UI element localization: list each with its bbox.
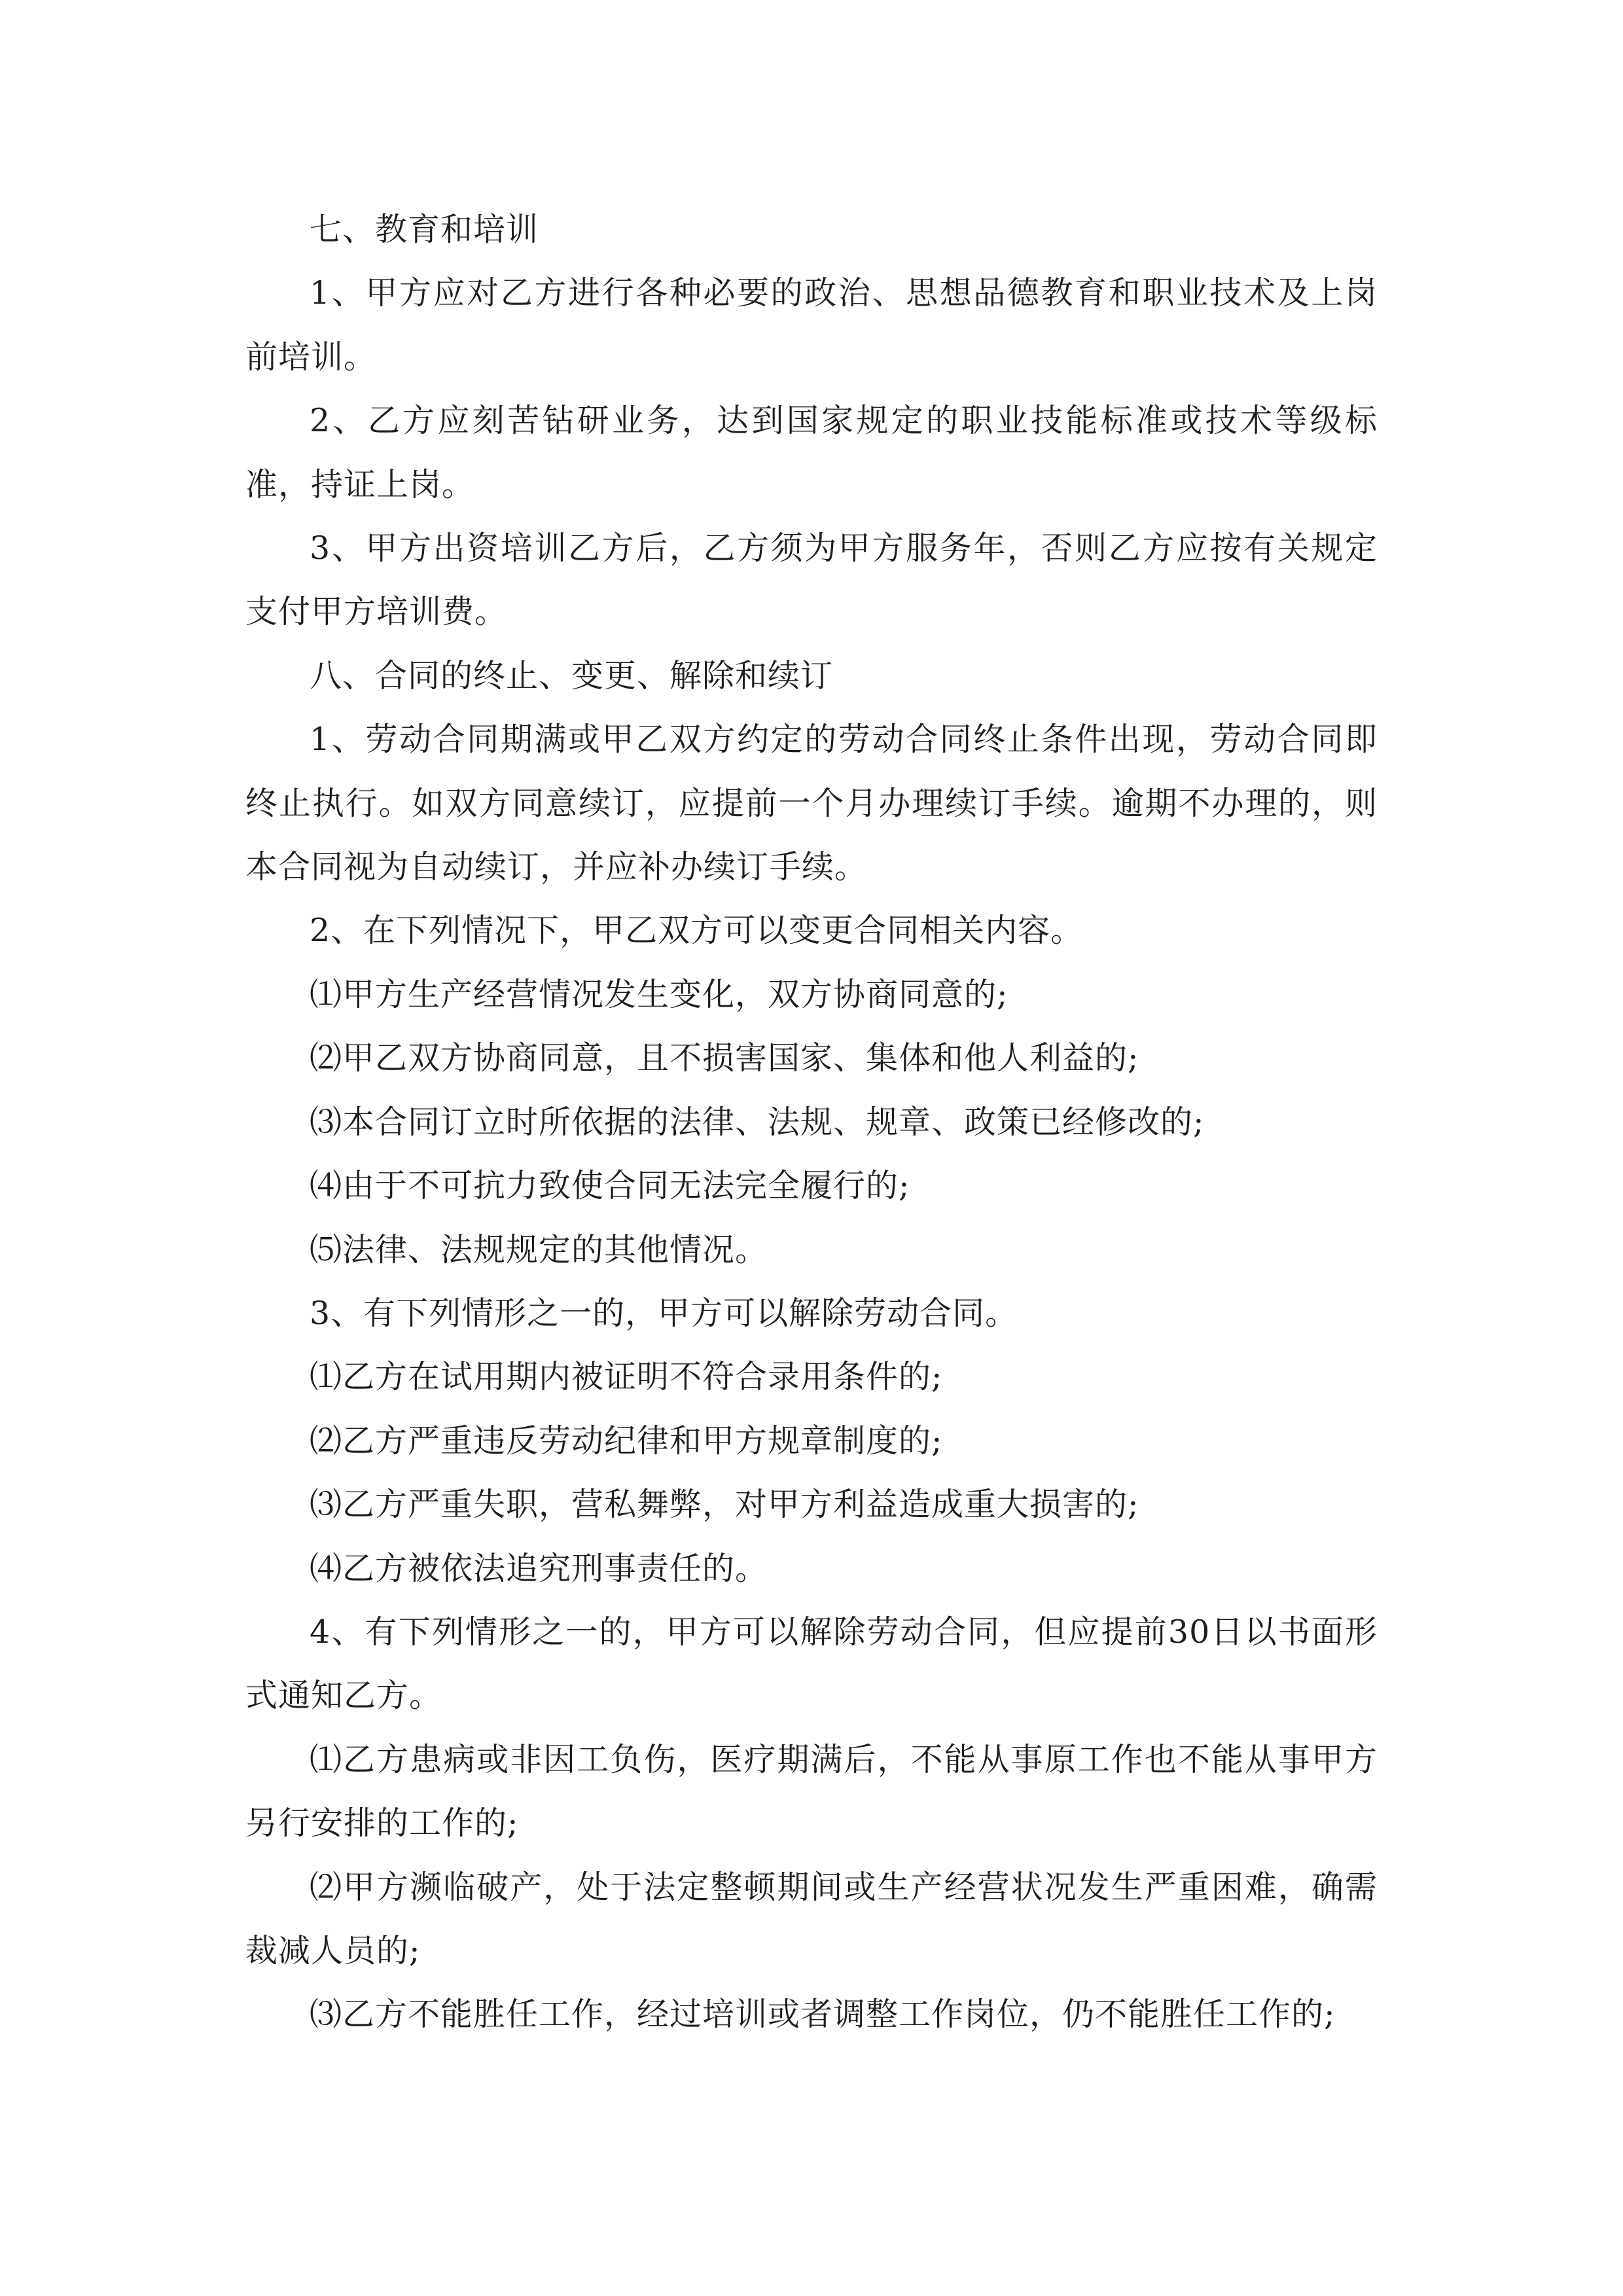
list-item: ⑶乙方不能胜任工作，经过培训或者调整工作岗位，仍不能胜任工作的; <box>310 1996 1336 2034</box>
paragraph: 3、甲方出资培训乙方后，乙方须为甲方服务年，否则乙方应按有关规定支付甲方培训费。 <box>245 529 1378 631</box>
paragraph: 3、有下列情形之一的，甲方可以解除劳动合同。 <box>310 1294 1018 1332</box>
paragraph: 2、在下列情况下，甲乙双方可以变更合同相关内容。 <box>310 912 1084 950</box>
list-item: ⑶本合同订立时所依据的法律、法规、规章、政策已经修改的; <box>310 1103 1205 1141</box>
list-item: ⑴乙方患病或非因工负伤，医疗期满后，不能从事原工作也不能从事甲方另行安排的工作的; <box>245 1740 1378 1842</box>
list-item: ⑸法律、法规规定的其他情况。 <box>310 1230 768 1268</box>
list-item: ⑵乙方严重违反劳动纪律和甲方规章制度的; <box>310 1422 943 1460</box>
list-item: ⑵甲方濒临破产，处于法定整顿期间或生产经营状况发生严重困难，确需裁减人员的; <box>245 1868 1378 1969</box>
paragraph: 2、乙方应刻苦钻研业务，达到国家规定的职业技能标准或技术等级标准，持证上岗。 <box>245 402 1378 503</box>
paragraph: 1、劳动合同期满或甲乙双方约定的劳动合同终止条件出现，劳动合同即终止执行。如双方同意续订，应提前一个月办理续订手续。逾期不办理的，则本合同视为自动续订，并应补办续订手续。 <box>245 721 1378 886</box>
paragraph: 4、有下列情形之一的，甲方可以解除劳动合同，但应提前30日以书面形式通知乙方。 <box>245 1613 1378 1715</box>
list-item: ⑶乙方严重失职，营私舞弊，对甲方利益造成重大损害的; <box>310 1486 1139 1524</box>
list-item: ⑴甲方生产经营情况发生变化，双方协商同意的; <box>310 975 1008 1013</box>
section-heading-education-training: 七、教育和培训 <box>310 211 539 248</box>
document-body <box>245 198 1378 2047</box>
section-heading-contract-termination: 八、合同的终止、变更、解除和续订 <box>310 656 834 694</box>
list-item: ⑷乙方被依法追究刑事责任的。 <box>310 1549 768 1587</box>
paragraph: 1、甲方应对乙方进行各种必要的政治、思想品德教育和职业技术及上岗前培训。 <box>245 274 1378 376</box>
list-item: ⑵甲乙双方协商同意，且不损害国家、集体和他人利益的; <box>310 1039 1139 1077</box>
list-item: ⑷由于不可抗力致使合同无法完全履行的; <box>310 1167 910 1205</box>
list-item: ⑴乙方在试用期内被证明不符合录用条件的; <box>310 1358 943 1396</box>
